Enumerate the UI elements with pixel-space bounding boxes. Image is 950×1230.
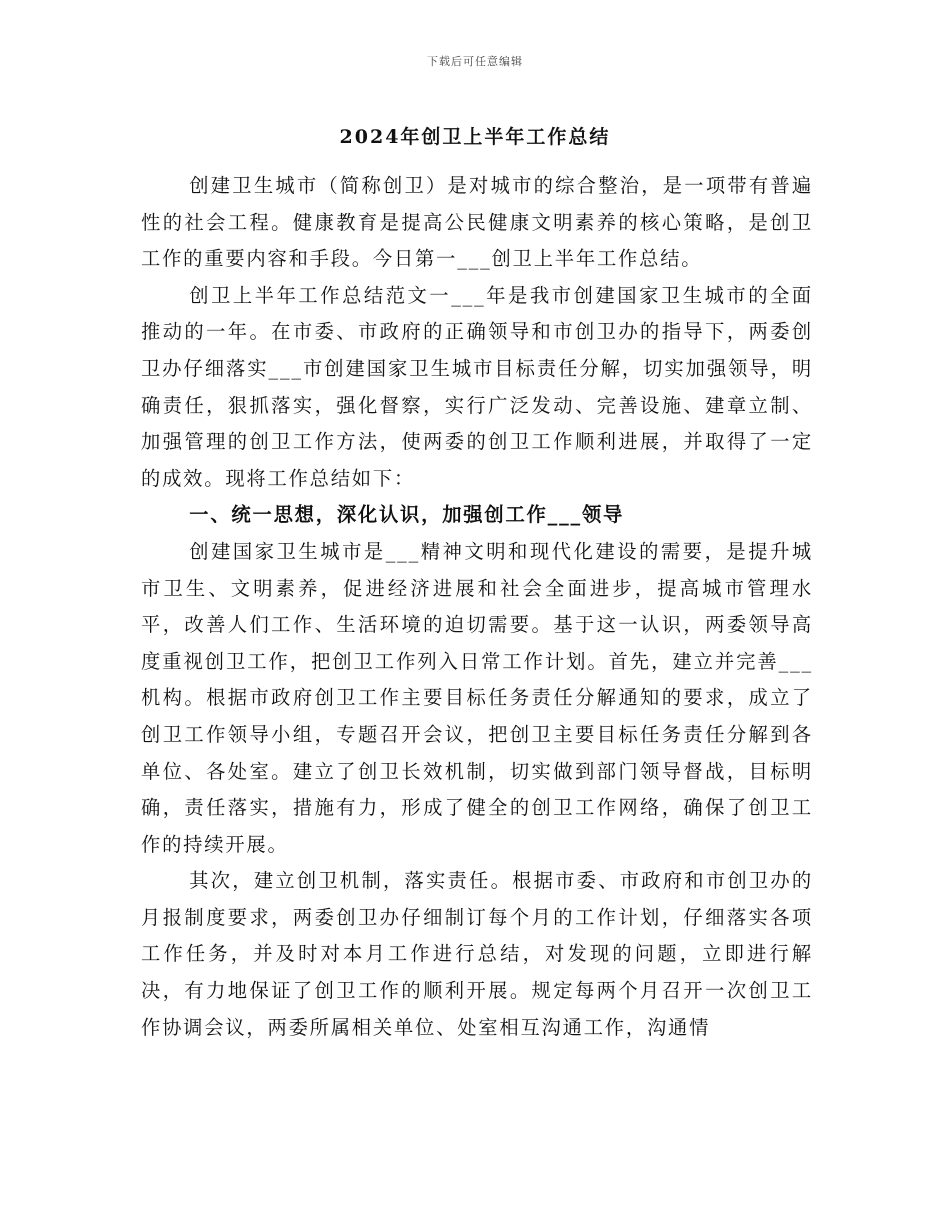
document-title: 2024年创卫上半年工作总结 bbox=[339, 126, 611, 148]
paragraph-intro: 创建卫生城市（简称创卫）是对城市的综合整治，是一项带有普遍性的社会工程。健康教育是提高公民健康文明素养的核心策略，是创卫工作的重要内容和手段。今日第一___创卫上半年工作总结。 bbox=[141, 174, 813, 271]
section-heading-1: 一、统一思想，深化认识，加强创工作___领导 bbox=[189, 503, 625, 527]
document-body bbox=[141, 168, 813, 1046]
paragraph-summary-opening: 创卫上半年工作总结范文一___年是我市创建国家卫生城市的全面推动的一年。在市委、市政府的正确领导和市创卫办的指导下，两委创卫办仔细落实___市创建国家卫生城市目标责任分解，切实加强领导，明确责任，狠抓落实，强化督察，实行广泛发动、完善设施、建章立制、加强管理的创卫工作方法，使两委的创卫工作顺利进展，并取得了一定的成效。现将工作总结如下： bbox=[141, 283, 813, 490]
paragraph-mechanism: 其次，建立创卫机制，落实责任。根据市委、市政府和市创卫办的月报制度要求，两委创卫办仔细制订每个月的工作计划，仔细落实各项工作任务，并及时对本月工作进行总结，对发现的问题，立即进行解决，有力地保证了创卫工作的顺利开展。规定每两个月召开一次创卫工作协调会议，两委所属相关单位、处室相互沟通工作，沟通情 bbox=[141, 869, 813, 1039]
header-note: 下载后可任意编辑 bbox=[427, 55, 523, 68]
paragraph-section-1-body: 创建国家卫生城市是___精神文明和现代化建设的需要，是提升城市卫生、文明素养，促进经济进展和社会全面进步，提高城市管理水平，改善人们工作、生活环境的迫切需要。基于这一认识，两委领导高度重视创卫工作，把创卫工作列入日常工作计划。首先，建立并完善___机构。根据市政府创卫工作主要目标任务责任分解通知的要求，成立了创卫工作领导小组，专题召开会议，把创卫主要目标任务责任分解到各单位、各处室。建立了创卫长效机制，切实做到部门领导督战，目标明确，责任落实，措施有力，形成了健全的创卫工作网络，确保了创卫工作的持续开展。 bbox=[141, 539, 813, 856]
